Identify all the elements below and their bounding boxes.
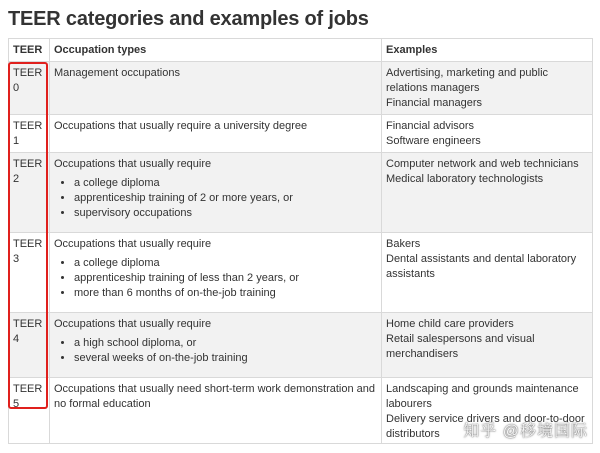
requirement-item: • a high school diploma, or: [74, 336, 377, 351]
example-job: Home child care providers: [386, 318, 514, 330]
occupation-cell: [50, 115, 382, 153]
teer-cell: [9, 62, 50, 115]
examples-cell: [382, 115, 593, 153]
table-row: [9, 153, 593, 233]
examples-list: [386, 233, 588, 282]
example-job: Delivery service drivers and door-to-door distributors: [386, 413, 585, 440]
example-job: Bakers: [386, 238, 421, 250]
requirement-item: • more than 6 months of on-the-job training: [74, 286, 377, 301]
requirement-list: [54, 256, 377, 301]
teer-label: TEER 1: [13, 120, 43, 147]
teer-table: [8, 38, 593, 444]
example-job: Computer network and web technicians: [386, 158, 579, 170]
teer-label: TEER 3: [13, 238, 43, 265]
requirement-item: • supervisory occupations: [74, 206, 377, 221]
examples-list: [386, 62, 588, 111]
occupation-column-header: Occupation types: [50, 39, 382, 62]
examples-column-header: Examples: [382, 39, 593, 62]
examples-cell: [382, 62, 593, 115]
example-job: Retail salespersons and visual merchandisers: [386, 333, 535, 360]
teer-label: TEER 5: [13, 383, 43, 410]
example-job: Financial advisors: [386, 120, 475, 132]
example-job: Medical laboratory technologists: [386, 173, 544, 185]
teer-column-header: TEER: [9, 39, 50, 62]
example-job: Landscaping and grounds maintenance labourers: [386, 383, 579, 410]
occupation-cell: [50, 62, 382, 115]
examples-cell: [382, 153, 593, 233]
example-job: Dental assistants and dental laboratory assistants: [386, 253, 577, 280]
table-body: [9, 62, 593, 444]
teer-label: TEER 2: [13, 158, 43, 185]
table-row: [9, 313, 593, 378]
occupation-cell: [50, 313, 382, 378]
examples-list: [386, 115, 588, 149]
page-title: TEER categories and examples of jobs: [8, 8, 369, 30]
occupation-text: Management occupations: [54, 67, 180, 79]
occupation-cell: [50, 378, 382, 444]
teer-cell: [9, 313, 50, 378]
teer-cell: [9, 153, 50, 233]
requirement-list: [54, 336, 377, 366]
requirement-item: • a college diploma: [74, 176, 377, 191]
watermark: 知乎 @移境国际: [463, 423, 588, 440]
requirement-item: • several weeks of on-the-job training: [74, 351, 377, 366]
occupation-cell: [50, 153, 382, 233]
teer-cell: [9, 378, 50, 444]
table-row: [9, 115, 593, 153]
requirement-item: • apprenticeship training of 2 or more years, or: [74, 191, 377, 206]
teer-cell: [9, 233, 50, 313]
table-row: [9, 233, 593, 313]
example-job: Software engineers: [386, 135, 481, 147]
occupation-text: Occupations that usually require: [54, 318, 212, 330]
occupation-cell: [50, 233, 382, 313]
examples-list: [386, 313, 588, 362]
occupation-text: Occupations that usually require: [54, 158, 212, 170]
example-job: Financial managers: [386, 97, 482, 109]
requirement-item: • a college diploma: [74, 256, 377, 271]
occupation-text: Occupations that usually need short-term work demonstration and no formal education: [54, 383, 375, 410]
table-row: [9, 62, 593, 115]
teer-label: TEER 4: [13, 318, 43, 345]
teer-label: TEER 0: [13, 67, 43, 94]
table-header-row: [9, 39, 593, 62]
teer-cell: [9, 115, 50, 153]
occupation-text: Occupations that usually require a university degree: [54, 120, 308, 132]
examples-cell: [382, 233, 593, 313]
example-job: Advertising, marketing and public relations managers: [386, 67, 549, 94]
requirement-list: [54, 176, 377, 221]
examples-cell: [382, 313, 593, 378]
examples-list: [386, 153, 588, 187]
requirement-item: • apprenticeship training of less than 2 years, or: [74, 271, 377, 286]
occupation-text: Occupations that usually require: [54, 238, 212, 250]
